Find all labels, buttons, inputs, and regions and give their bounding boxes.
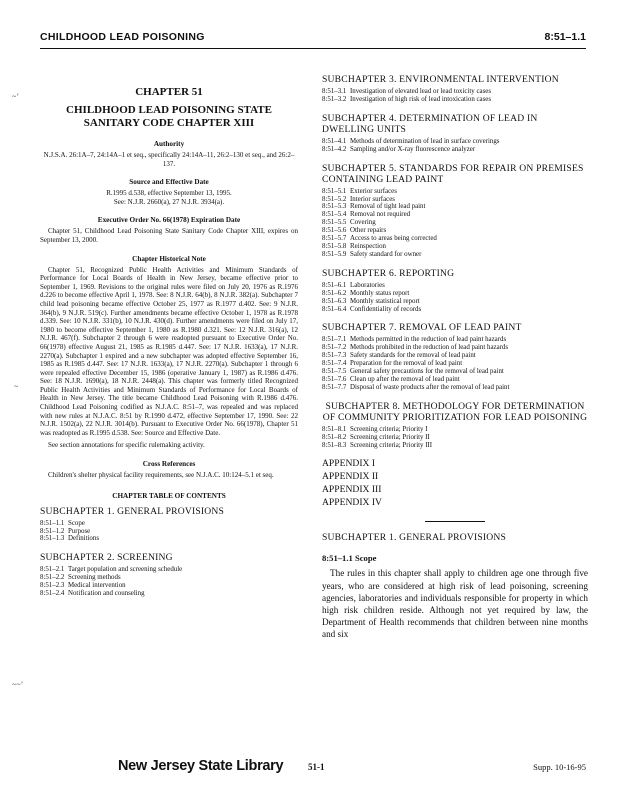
toc-item[interactable]: 8:51–7.3 Safety standards for the removal of lead paint <box>322 352 476 360</box>
executive-order-heading: Executive Order No. 66(1978) Expiration Date <box>97 216 241 225</box>
toc-item[interactable]: 8:51–7.4 Preparation for the removal of lead paint <box>322 360 463 368</box>
source-heading: Source and Effective Date <box>129 178 209 187</box>
toc-item[interactable]: 8:51–7.2 Methods prohibited in the reduction of lead paint hazards <box>322 344 509 352</box>
scope-heading: 8:51–1.1 Scope <box>322 553 377 564</box>
page-number: 51-1 <box>308 762 325 772</box>
scope-text: The rules in this chapter shall apply to children age one through five years, who are considered at high risk of lead poisoning, screening agencies, laboratories and individuals responsible for property in which high risk children reside. Although not yet required by law, the Department of Health recommends that children between nine months and six <box>322 568 588 640</box>
executive-order-text: Chapter 51, Childhood Lead Poisoning State Sanitary Code Chapter XIII, expires on September 13, 2000. <box>40 227 298 244</box>
toc-subchapter-4-list <box>322 138 588 154</box>
toc-item[interactable]: 8:51–6.4 Confidentiality of records <box>322 305 422 313</box>
toc-item[interactable]: 8:51–6.1 Laboratories <box>322 281 385 289</box>
toc-heading: CHAPTER TABLE OF CONTENTS <box>112 491 226 500</box>
margin-mark: ~~’ <box>12 680 24 689</box>
appendix-item[interactable]: APPENDIX III <box>322 484 382 496</box>
toc-subchapter-7-title: SUBCHAPTER 7. REMOVAL OF LEAD PAINT <box>322 322 522 334</box>
appendix-item[interactable]: APPENDIX I <box>322 458 376 470</box>
toc-subchapter-1-list <box>40 520 298 544</box>
toc-item[interactable]: 8:51–4.1 Methods of determination of lead in surface coverings <box>322 137 500 145</box>
toc-item[interactable]: 8:51–2.3 Medical intervention <box>40 582 126 590</box>
toc-item[interactable]: 8:51–7.5 General safety precautions for the removal of lead paint <box>322 368 504 376</box>
toc-item[interactable]: 8:51–5.4 Removal not required <box>322 211 411 219</box>
toc-item[interactable]: 8:51–8.1 Screening criteria; Priority I <box>322 425 428 433</box>
toc-item[interactable]: 8:51–2.2 Screening methods <box>40 574 121 582</box>
toc-subchapter-3-list <box>322 88 588 104</box>
toc-item[interactable]: 8:51–4.2 Sampling and/or X-ray fluorescence analyzer <box>322 145 476 153</box>
toc-item[interactable]: 8:51–1.2 Purpose <box>40 527 91 535</box>
cross-references-text: Children's shelter physical facility requirements, see N.J.A.C. 10:124–5.1 et seq. <box>48 471 274 480</box>
margin-mark: ~ <box>14 382 19 391</box>
cross-references-heading: Cross References <box>142 460 196 469</box>
toc-item[interactable]: 8:51–2.1 Target population and screening schedule <box>40 566 183 574</box>
toc-item[interactable]: 8:51–5.1 Exterior surfaces <box>322 187 397 195</box>
authority-heading: Authority <box>153 140 185 148</box>
toc-item[interactable]: 8:51–5.6 Other repairs <box>322 227 387 235</box>
source-text-1: R.1995 d.538, effective September 13, 1995. <box>106 189 232 198</box>
source-text-2: See: N.J.R. 2660(a), 27 N.J.R. 3934(a). <box>113 197 225 206</box>
left-column <box>40 80 298 598</box>
toc-subchapter-2-title: SUBCHAPTER 2. SCREENING <box>40 552 173 564</box>
toc-item[interactable]: 8:51–5.7 Access to areas being corrected <box>322 235 437 243</box>
header-section-number: 8:51–1.1 <box>544 31 586 43</box>
toc-subchapter-8-list <box>322 426 588 450</box>
toc-item[interactable]: 8:51–5.3 Removal of tight lead paint <box>322 203 426 211</box>
toc-item[interactable]: 8:51–1.3 Definitions <box>40 535 100 543</box>
toc-item[interactable]: 8:51–5.8 Reinspection <box>322 242 386 250</box>
authority-text: N.J.S.A. 26:1A–7, 24:14A–1 et seq., specifically 24:14A–11, 26:2–130 et seq., and 26:2–137. <box>43 151 295 168</box>
toc-item[interactable]: 8:51–2.4 Notification and counseling <box>40 590 145 598</box>
toc-subchapter-6-list <box>322 282 588 314</box>
toc-subchapter-5-title: SUBCHAPTER 5. STANDARDS FOR REPAIR ON PREMISES CONTAINING LEAD PAINT <box>322 162 584 185</box>
chapter-title: CHILDHOOD LEAD POISONING STATE SANITARY CODE CHAPTER XIII <box>66 104 272 129</box>
toc-subchapter-5-list <box>322 188 588 259</box>
toc-item[interactable]: 8:51–5.5 Covering <box>322 219 376 227</box>
toc-subchapter-8-title: SUBCHAPTER 8. METHODOLOGY FOR DETERMINATION OF COMMUNITY PRIORITIZATION FOR LEAD POISONING <box>322 400 588 423</box>
toc-item[interactable]: 8:51–8.2 Screening criteria; Priority II <box>322 433 430 441</box>
toc-subchapter-2-list <box>40 566 298 598</box>
historical-note-text: Chapter 51, Recognized Public Health Activities and Minimum Standards of Performance for Local Boards of Health in New Jersey, became effective prior to September 1, 1969. Revisions to the original rules were filed on July 20, 1976 as R.1976 d.226 to become effective April 1, 1978. See: 8 N.J.R. 64(b), 8 N.J.R. 382(a). Subchapter 7 child lead poisoning became effective October 25, 1977 as R.1977 d.402. See: 9 N.J.R. 364(b), 9 N.J.R. 519(c). Further amendments became effective October 1, 1978 as R.1978 d.339. See: 10 N.J.R. 331(b), 10 N.J.R. 430(d). Further amendments were filed on July 17, 1980 to become effective September 1, 1980 as R.1980 d.321. See: 12 N.J.R. 316(a), 12 N.J.R. 467(f). Subchapter 2 through 6 were readopted pursuant to Executive Order No. 66(1978) effective August 21, 1985 as R.1985 d.447. See: 17 N.J.R. 1633(a), 17 N.J.R. 2270(a). Subchapter 1 expired and a new subchapter was adopted effective September 16, 1985 as R.1985 d.447. See: 17 N.J.R. 1633(a), 17 N.J.R. 2270(a). Subchapter 1 through 6 were repealed effective December 15, 1986 (operative January 1, 1987) as R.1986 d.476. See: 18 N.J.R. 1690(a), 18 N.J.R. 2448(a). This chapter was formerly titled Recognized Public Health Activities and Minimum Standards of Performance for Local Boards of Health in New Jersey. The title became Childhood Lead Poisoning with R.1986 d.476. Childhood Lead Poisoning codified as N.J.A.C. 8:51–7, was repealed and was replaced with new rules at N.J.A.C. 8:51 by R.1990 d.472, effective September 17, 1990. See: 22 N.J.R. 1502(a), 22 N.J.R. 3014(b). Pursuant to Executive Order No. 66(1978), Chapter 51 was readopted as R.1995 d.538. See: Source and Effective Date. <box>40 265 298 437</box>
toc-item[interactable]: 8:51–7.6 Clean up after the removal of lead paint <box>322 375 460 383</box>
toc-subchapter-1-title: SUBCHAPTER 1. GENERAL PROVISIONS <box>40 505 225 517</box>
toc-item[interactable]: 8:51–5.2 Interior surfaces <box>322 195 395 203</box>
toc-subchapter-6-title: SUBCHAPTER 6. REPORTING <box>322 267 455 279</box>
library-name: New Jersey State Library <box>118 758 284 774</box>
margin-mark: ~’ <box>12 92 19 101</box>
historical-note-heading: Chapter Historical Note <box>132 254 206 263</box>
toc-item[interactable]: 8:51–8.3 Screening criteria; Priority III <box>322 441 433 449</box>
appendix-item[interactable]: APPENDIX IV <box>322 497 382 509</box>
toc-item[interactable]: 8:51–3.1 Investigation of elevated lead or lead toxicity cases <box>322 88 492 95</box>
toc-item[interactable]: 8:51–3.2 Investigation of high risk of lead intoxication cases <box>322 95 492 103</box>
appendix-item[interactable]: APPENDIX II <box>322 471 379 483</box>
toc-item[interactable]: 8:51–5.9 Safety standard for owner <box>322 250 422 258</box>
subchapter-1-heading: SUBCHAPTER 1. GENERAL PROVISIONS <box>322 532 507 544</box>
toc-subchapter-4-title: SUBCHAPTER 4. DETERMINATION OF LEAD IN DWELLING UNITS <box>322 112 538 135</box>
chapter-number: CHAPTER 51 <box>135 86 203 98</box>
toc-item[interactable]: 8:51–7.1 Methods permitted in the reduction of lead paint hazards <box>322 336 507 344</box>
toc-item[interactable]: 8:51–7.7 Disposal of waste products after the removal of lead paint <box>322 383 510 391</box>
header-title: CHILDHOOD LEAD POISONING <box>40 31 205 43</box>
toc-subchapter-7-list <box>322 336 588 391</box>
toc-subchapter-3-title: SUBCHAPTER 3. ENVIRONMENTAL INTERVENTION <box>322 74 559 85</box>
right-column <box>322 74 588 641</box>
appendix-list <box>322 457 588 509</box>
toc-item[interactable]: 8:51–6.3 Monthly statistical report <box>322 297 420 305</box>
section-divider <box>425 521 485 522</box>
page-footer <box>40 756 586 780</box>
supplement-date: Supp. 10-16-95 <box>533 762 586 772</box>
toc-item[interactable]: 8:51–6.2 Monthly status report <box>322 289 410 297</box>
running-header <box>40 30 586 49</box>
toc-item[interactable]: 8:51–1.1 Scope <box>40 519 85 527</box>
historical-note-see: See section annotations for specific rulemaking activity. <box>48 441 205 450</box>
